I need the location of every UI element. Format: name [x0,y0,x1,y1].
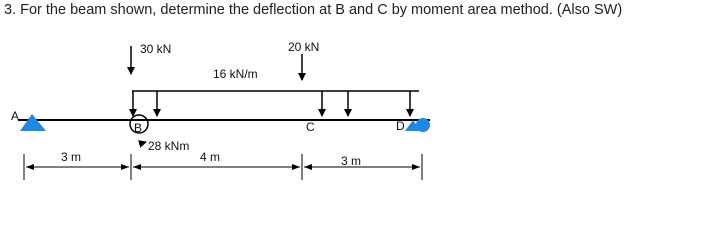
dimension-arrowhead [26,164,34,170]
point-a-label: A [11,109,20,123]
roller-support-d-wheel [416,118,430,132]
dimension-arrowhead [121,164,129,170]
beam-diagram [10,34,436,186]
point-d-label: D [396,119,405,133]
span-2-label: 4 m [200,150,221,164]
pin-support-a [20,114,46,131]
moment-arrow [139,142,146,144]
beam-diagram-svg [10,34,436,186]
dimension-arrowhead [292,164,300,170]
point-b-label: B [134,121,143,135]
dimension-arrowhead [412,164,420,170]
moment-label: 28 kNm [148,139,190,153]
span-1-label: 3 m [61,150,82,164]
dimension-arrowhead [133,164,141,170]
distributed-load-label: 16 kN/m [213,67,258,81]
question-text: 3. For the beam shown, determine the deflection at B and C by moment area method. (Also SW) [4,2,623,18]
point-load-2-label: 20 kN [288,40,320,54]
span-3-label: 3 m [341,154,362,168]
point-c-label: C [306,120,315,134]
dimension-arrowhead [304,164,312,170]
point-load-1-label: 30 kN [140,42,172,56]
